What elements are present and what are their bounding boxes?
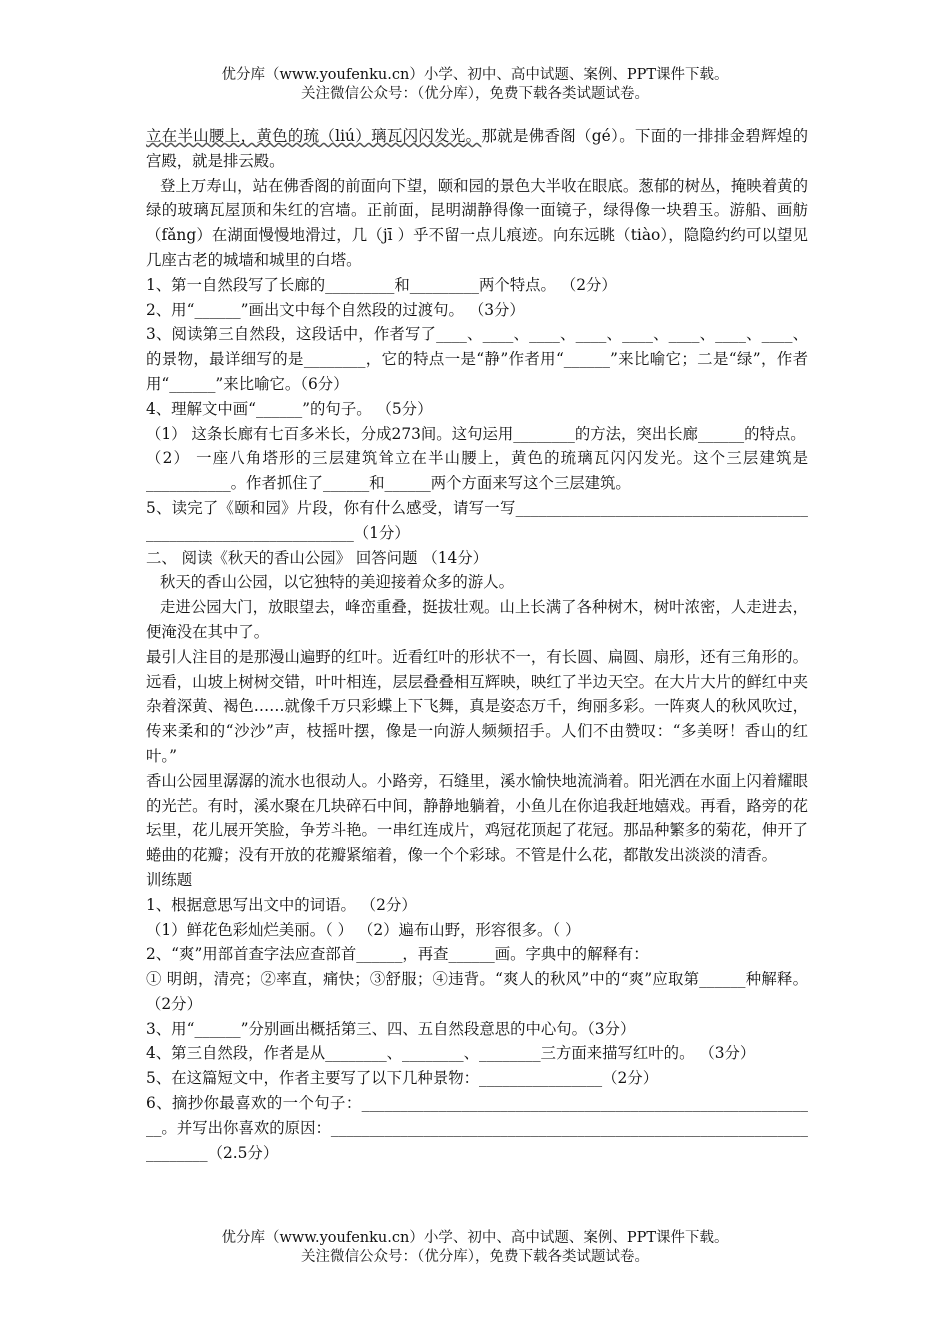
exercise-question-1: 1、根据意思写出文中的词语。 （2分）: [146, 895, 417, 914]
header-line-2: 关注微信公众号：（优分库），免费下载各类试题试卷。: [301, 86, 649, 102]
exercise-title: 训练题: [146, 870, 193, 889]
question-3: 3、阅读第三自然段，这段话中，作者写了____、____、____、____、____、____、____、____、的景物，最详细写的是________，它的特点一是“静”作者用“______”来比喻它；二是“绿”，作者用“______”来比喻它。（6分）: [146, 325, 808, 393]
reading-paragraph-3: 最引人注目的是那漫山遍野的红叶。近看红叶的形状不一，有长圆、扁圆、扇形，还有三角形的。远看，山坡上树树交错，叶叶相连，层层叠叠相互辉映，映红了半边天空。在大片大片的鲜红中夹杂着深黄、褐色……就像千万只彩蝶上下飞舞，真是姿态万千，绚丽多彩。一阵爽人的秋风吹过，传来柔和的“沙沙”声，枝摇叶摆，像是一向游人频频招手。人们不由赞叹：“多美呀！香山的红叶。”: [146, 647, 808, 765]
page-content: [146, 124, 808, 1165]
reading-paragraph-2: 走进公园大门，放眼望去，峰峦重叠，挺拔壮观。山上长满了各种树木，树叶浓密，人走进去，便淹没在其中了。: [146, 598, 808, 641]
exercise-question-2-cont: ① 明朗，清亮；②率直，痛快；③舒服；④违背。“爽人的秋风”中的“爽”应取第______种解释。 （2分）: [146, 970, 808, 1013]
wavy-underlined-sentence: 立在半山腰上，黄色的琉（liú）璃瓦闪闪发光。: [146, 127, 482, 145]
exercise-question-6: 6、摘抄你最喜欢的一个句子：____________________________________________________________。并写出你喜欢的原因：______________________________________________________________________（2.5分）: [146, 1094, 808, 1162]
exercise-question-4: 4、第三自然段，作者是从________、________、________三方面来描写红叶的。 （3分）: [146, 1044, 756, 1063]
passage-paragraph-1-cont: 那就是佛香阁（gé）。下面的一排排金碧辉煌的宫殿，就是排云殿。: [146, 127, 808, 170]
exercise-question-2: 2、“爽”用部首查字法应查部首______，再查______画。字典中的解释有：: [146, 945, 649, 964]
footer-line-1: 优分库（www.youfenku.cn）小学、初中、高中试题、案例、PPT课件下载。: [221, 1230, 729, 1246]
question-5: 5、读完了《颐和园》片段，你有什么感受，请写一写_________________________________________________________________（1分）: [146, 498, 808, 542]
question-4-part-2: （2） 一座八角塔形的三层建筑耸立在半山腰上，黄色的琉璃瓦闪闪发光。这个三层建筑是___________。作者抓住了______和______两个方面来写这个三层建筑。: [146, 449, 808, 493]
section-2-title: 二、 阅读《秋天的香山公园》 回答问题 （14分）: [146, 548, 489, 567]
question-2: 2、用“______”画出文中每个自然段的过渡句。 （3分）: [146, 300, 525, 319]
question-4: 4、理解文中画“______”的句子。 （5分）: [146, 399, 433, 418]
reading-paragraph-1: 秋天的香山公园，以它独特的美迎接着众多的游人。: [160, 573, 514, 592]
exercise-question-1-items: （1）鲜花色彩灿烂美丽。（ ） （2）遍布山野，形容很多。（ ）: [146, 920, 581, 939]
question-1: 1、第一自然段写了长廊的_________和_________两个特点。 （2分）: [146, 275, 617, 294]
passage-paragraph-1: [146, 124, 808, 174]
question-4-part-1: （1） 这条长廊有七百多米长，分成273间。这句运用________的方法，突出长廊______的特点。: [146, 424, 806, 443]
page-footer: [0, 1229, 950, 1267]
header-line-1: 优分库（www.youfenku.cn）小学、初中、高中试题、案例、PPT课件下载。: [221, 67, 729, 83]
page-header: [0, 66, 950, 104]
exercise-question-3: 3、用“______”分别画出概括第三、四、五自然段意思的中心句。（3分）: [146, 1019, 636, 1038]
passage-paragraph-2: 登上万寿山，站在佛香阁的前面向下望，颐和园的景色大半收在眼底。葱郁的树丛，掩映着黄的绿的玻璃瓦屋顶和朱红的宫墙。正前面，昆明湖静得像一面镜子，绿得像一块碧玉。游船、画舫（fǎng）在湖面慢慢地滑过，几（jī ）乎不留一点儿痕迹。向东远眺（tiào），隐隐约约可以望见几座古老的城墙和城里的白塔。: [146, 176, 808, 269]
footer-line-2: 关注微信公众号：（优分库），免费下载各类试题试卷。: [301, 1249, 649, 1265]
exercise-question-5: 5、在这篇短文中，作者主要写了以下几种景物：________________（2分）: [146, 1069, 659, 1088]
reading-paragraph-4: 香山公园里潺潺的流水也很动人。小路旁，石缝里，溪水愉快地流淌着。阳光洒在水面上闪着耀眼的光芒。有时，溪水聚在几块碎石中间，静静地躺着，小鱼儿在你追我赶地嬉戏。再看，路旁的花坛里，花儿展开笑脸，争芳斗艳。一串红连成片，鸡冠花顶起了花冠。那品种繁多的菊花，伸开了蜷曲的花瓣；没有开放的花瓣紧缩着，像一个个彩球。不管是什么花，都散发出淡淡的清香。: [146, 771, 808, 865]
